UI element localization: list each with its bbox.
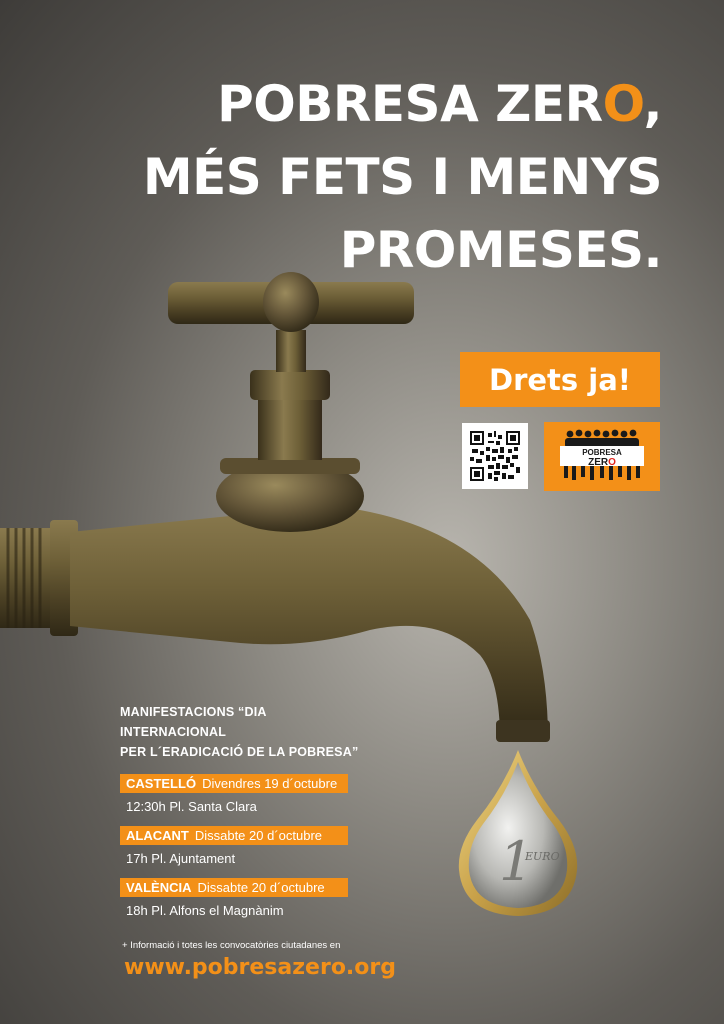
logo-text-top: POBRESA	[582, 448, 622, 457]
coin-drop-icon	[455, 748, 581, 918]
headline-line-1	[143, 68, 662, 141]
event-header	[120, 878, 348, 897]
qr-code-box[interactable]	[462, 423, 528, 489]
headline-line-2: MÉS FETS I MENYS	[142, 148, 662, 206]
event-date: Dissabte 20 d´octubre	[197, 880, 325, 895]
event-place: 17h Pl. Ajuntament	[126, 851, 236, 866]
info-title-line-2: PER L´ERADICACIÓ DE LA POBRESA”	[120, 745, 359, 759]
event-place: 18h Pl. Alfons el Magnànim	[126, 903, 284, 918]
event-info	[120, 702, 370, 918]
headline-text: POBRESA ZER	[217, 75, 603, 133]
event-header	[120, 826, 348, 845]
event-place: 12:30h Pl. Santa Clara	[126, 799, 257, 814]
headline	[143, 68, 662, 287]
event-city: CASTELLÓ	[126, 776, 197, 791]
coin-word: EURO	[525, 850, 560, 863]
website-link[interactable]: www.pobresazero.org	[124, 955, 397, 980]
event-item	[120, 878, 370, 918]
headline-comma: ,	[643, 75, 662, 133]
info-title-line-1: MANIFESTACIONS “DIA INTERNACIONAL	[120, 705, 267, 739]
info-title	[120, 702, 370, 762]
people-logo-icon	[544, 422, 660, 491]
event-date: Dissabte 20 d´octubre	[194, 828, 323, 843]
footnote: + Informació i totes les convocatòries ciutadanes en	[122, 940, 341, 951]
drets-ja-banner: Drets ja!	[460, 352, 660, 407]
event-city: VALÈNCIA	[126, 880, 192, 895]
event-header	[120, 774, 348, 793]
event-city: ALACANT	[126, 828, 189, 843]
svg-text:ZERO	[588, 457, 616, 468]
coin-value: 1	[499, 830, 534, 893]
logo-text-accent: O	[608, 457, 616, 468]
event-item	[120, 774, 370, 814]
headline-accent-letter: O	[602, 75, 644, 133]
event-date: Divendres 19 d´octubre	[202, 776, 338, 791]
headline-line-3: PROMESES.	[339, 221, 662, 279]
logo-text-bottom: ZER	[588, 457, 609, 468]
faucet-icon	[0, 270, 560, 750]
qr-code-icon	[470, 431, 520, 481]
pobresa-zero-logo[interactable]	[544, 422, 660, 491]
event-item	[120, 826, 370, 866]
